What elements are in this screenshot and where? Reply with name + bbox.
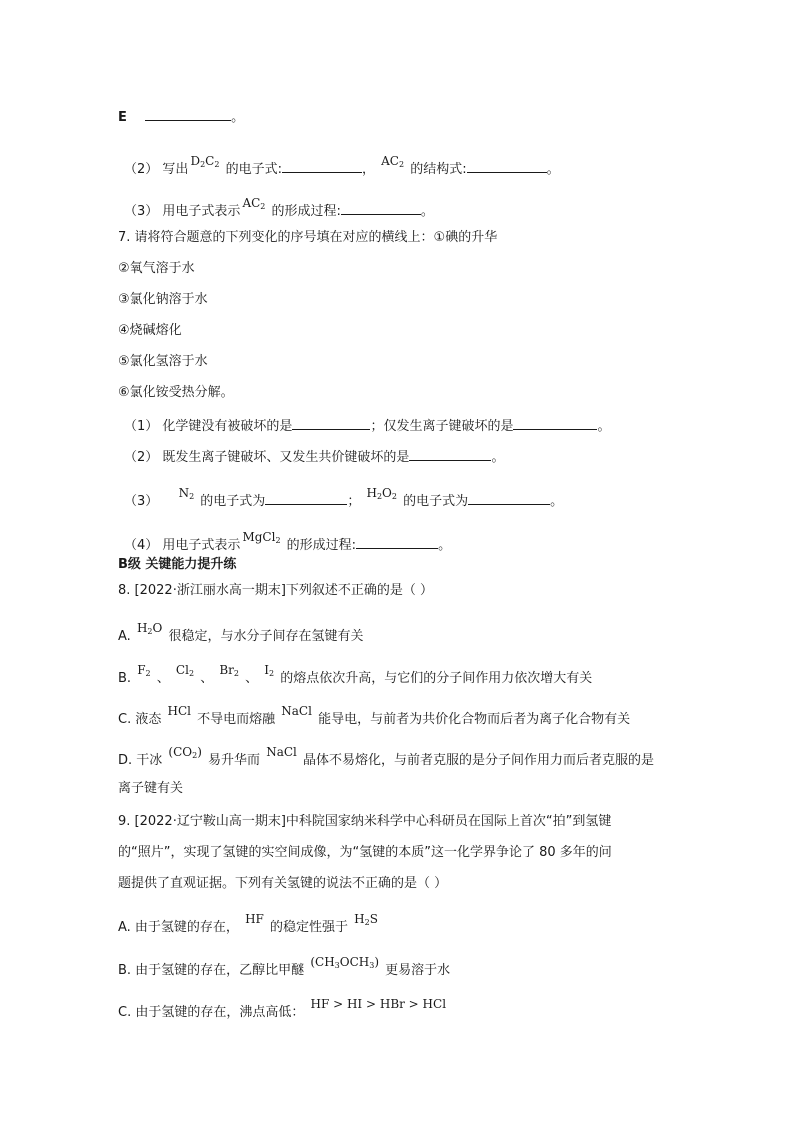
answer-blank <box>409 448 491 461</box>
answer-blank <box>356 536 438 549</box>
q8-option-d-cont: 离子键有关 <box>118 781 184 796</box>
q8-option-d: D. 干冰 $(CO_2)$ 易升华而 NaCl 晶体不易熔化，与前者克服的是分子间作用力而后者克服的是 <box>118 745 655 768</box>
q7-intro: 7. 请将符合题意的下列变化的序号填在对应的横线上：①碘的升华 <box>118 230 498 245</box>
formula-hf: HF <box>245 912 264 926</box>
formula-ac2: $AC_2$ <box>381 154 405 169</box>
q7-part2: （2） 既发生离子键破坏、又发生共价键破坏的是 。 <box>124 450 505 465</box>
q8-option-c: C. 液态 HCl 不导电而熔融 NaCl 能导电，与前者为共价化合物而后者为离子化合物有关 <box>118 704 631 727</box>
q7-item: ②氧气溶于水 <box>118 261 195 276</box>
answer-blank <box>341 202 421 215</box>
q7-part1: （1） 化学键没有被破坏的是 ；仅发生离子键破坏的是 。 <box>124 419 611 434</box>
q6-part2: （2） 写出$D_2C_2$ 的电子式: ， $AC_2$ 的结构式: 。 <box>124 154 560 177</box>
q9-option-a: A. 由于氢键的存在， HF 的稳定性强于 $H_2S$ <box>118 912 378 935</box>
q6-e-line: E 。 <box>118 110 245 125</box>
answer-blank <box>468 492 550 505</box>
q7-item: ③氯化钠溶于水 <box>118 292 208 307</box>
answer-blank <box>265 492 347 505</box>
q9-stem-line3: 题提供了直观证据。下列有关氢键的说法不正确的是（ ） <box>118 876 448 891</box>
q8-option-a: A. $H_2O$ 很稳定，与水分子间存在氢键有关 <box>118 621 364 644</box>
q9-option-b: B. 由于氢键的存在，乙醇比甲醚 $(CH_3OCH_3)$ 更易溶于水 <box>118 955 451 978</box>
q9-option-c: C. 由于氢键的存在，沸点高低： HF > HI > HBr > HCl <box>118 997 447 1020</box>
answer-blank <box>282 160 362 173</box>
section-heading: B级 关键能力提升练 <box>118 557 237 572</box>
formula-boiling-order: HF > HI > HBr > HCl <box>310 997 447 1011</box>
formula-d2c2: $D_2C_2$ <box>190 154 220 169</box>
formula-h2s: $H_2S$ <box>354 912 378 927</box>
formula-i2: $I_2$ <box>264 663 275 678</box>
q9-stem-line2: 的“照片”，实现了氢键的实空间成像，为“氢键的本质”这一化学界争论了 80 多年的问 <box>118 845 612 860</box>
answer-blank <box>292 417 370 430</box>
formula-mgcl2: MgCl$_2$ <box>242 530 281 545</box>
formula-cl2: $Cl_2$ <box>175 663 195 678</box>
e-label: E <box>118 110 127 125</box>
formula-h2o2: $H_2O_2$ <box>366 486 397 501</box>
formula-nacl: NaCl <box>266 745 297 759</box>
q8-option-b: B. $F_2$ 、 $Cl_2$ 、 $Br_2$ 、 $I_2$ 的熔点依次升高，与它们的分子间作用力依次增大有关 <box>118 663 593 686</box>
answer-blank <box>467 160 547 173</box>
formula-ch3och3: $(CH_3OCH_3)$ <box>310 955 380 970</box>
q7-item: ⑥氯化铵受热分解。 <box>118 385 234 400</box>
formula-ac2: $AC_2$ <box>242 196 266 211</box>
formula-n2: $N_2$ <box>178 486 195 501</box>
answer-blank <box>513 417 597 430</box>
formula-hcl: HCl <box>167 704 191 718</box>
q7-part4: （4） 用电子式表示MgCl$_2$ 的形成过程: 。 <box>124 530 452 553</box>
formula-nacl: NaCl <box>281 704 312 718</box>
q6-part3: （3） 用电子式表示$AC_2$ 的形成过程: 。 <box>124 196 434 219</box>
answer-blank <box>145 108 231 121</box>
q8-stem: 8. [2022·浙江丽水高一期末]下列叙述不正确的是（ ） <box>118 583 434 598</box>
formula-br2: $Br_2$ <box>219 663 239 678</box>
formula-co2: $(CO_2)$ <box>168 745 202 760</box>
q7-item: ⑤氯化氢溶于水 <box>118 354 208 369</box>
q7-item: ④烧碱熔化 <box>118 323 182 338</box>
formula-f2: $F_2$ <box>137 663 151 678</box>
q7-part3: （3） $N_2$ 的电子式为 ； $H_2O_2$ 的电子式为 。 <box>124 486 564 509</box>
q9-stem-line1: 9. [2022·辽宁鞍山高一期末]中科院国家纳米科学中心科研员在国际上首次“拍”到氢键 <box>118 814 612 829</box>
formula-h2o: $H_2O$ <box>136 621 163 636</box>
